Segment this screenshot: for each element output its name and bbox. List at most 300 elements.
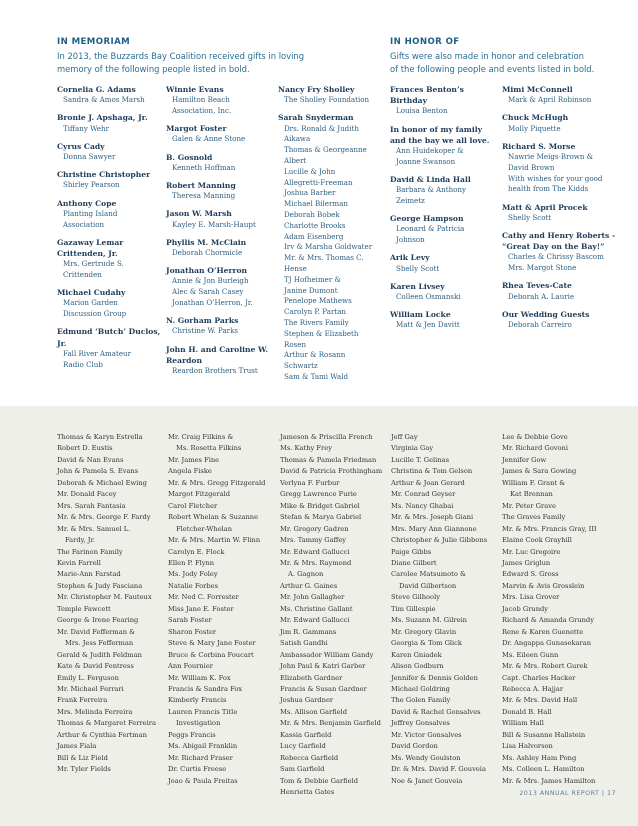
donor-name: Mrs. Margot Stone [508,263,577,273]
honoree-name: Gazaway Lemar Crittenden, Jr. [57,237,124,258]
donor-list-item: Capt. Charles Hacker [502,673,576,682]
honor-column [502,84,620,337]
tribute-entry [166,265,274,309]
donor-name: Molly Piquette [508,123,561,133]
donor-list-item: Dr. Curtis Freese [168,765,227,774]
donor-column [502,432,597,787]
donor-name: Association [63,219,105,229]
donor-list-item: Mr. Gregory Glavin [391,627,457,636]
donor-list-item: Mr. Donald Facey [57,490,117,499]
donor-list-item: Jeffrey Gonsalves [391,719,450,728]
donor-list-item: Joshua Gardner [280,696,334,705]
donor-name: Penelope Mathews [284,296,352,306]
donor-name: Alec & Sarah Casey [172,287,244,297]
donor-list-item: Mr. Richard Govoni [502,444,568,453]
honoree-name: B. Gosnold [166,152,213,162]
tribute-entry [57,287,162,320]
memoriam-column [166,84,274,383]
memoriam-intro-line: In 2013, the Buzzards Bay Coalition received gifts in loving [57,51,305,61]
honoree-name: Bronie J. Apshaga, Jr. [57,113,148,123]
donor-name: Planting Island [63,208,118,218]
honoree-name: Chuck McHugh [502,113,569,123]
donor-name: Sandra & Amos Marsh [63,95,145,105]
donor-name: Joanne Swanson [396,156,456,166]
donor-name: Association, Inc. [172,106,232,115]
donor-name: Charlotte Brooks [284,220,346,230]
donor-list-item: Edward S. Gross [502,570,559,579]
donor-list-item: Lucille T. Gelinas [391,455,450,464]
donor-list-item: Kimberly Francis [168,696,227,705]
tribute-entry [390,281,498,303]
donor-list-item: Mr. & Mrs. James Hamilton [502,776,596,785]
donor-list-item: Mike & Bridget Gabriel [280,501,360,510]
donor-list-item: The Graves Family [502,513,566,522]
donor-list-item: Thomas & Margaret Ferreira [57,719,156,728]
honor-column [390,84,498,338]
donor-list-item: Jennifer & Dennis Golden [391,673,478,682]
tribute-entry [166,208,274,230]
tribute-entry [166,84,274,117]
honoree-name: Sarah Snyderman [278,113,354,123]
donor-list-item: John Paul & Katri Garber [280,662,366,671]
tribute-entry [166,315,274,337]
donor-list-item: Marvin & Avis Grosslein [502,581,585,590]
donor-name: Adam Eisenberg [284,231,344,241]
donor-list-item: Dr. & Mrs. David F. Gouveia [391,765,486,774]
honoree-name: Arik Levy [390,253,430,263]
donor-name: Colleen Osmanski [396,291,461,301]
donor-list-item: Fardy, Jr. [65,536,96,545]
donor-list-item: Mr. & Mrs. George F. Fardy [57,513,151,522]
donor-list-item: Ms. Kathy Frey [280,444,332,453]
tribute-entry [166,123,274,145]
donor-list-item: Mr. & Mrs. Gregg Fitzgerald [168,478,266,487]
tribute-entry [166,152,274,174]
donor-list-item: Sarah Foster [168,616,212,625]
donor-list-item: Mr. Richard Fraser [168,753,233,762]
donor-list-item: Bruce & Corbina Foucart [168,650,254,659]
donor-list-item: Mr. John Gallagher [280,593,345,602]
donor-name: Sam & Tami Wald [284,371,349,381]
tribute-entry [502,141,620,195]
donor-name: Deborah Carreiro [508,319,572,329]
donor-name: Louisa Benton [396,106,448,116]
donor-name: Kayley E. Marsh-Haupt [172,219,256,229]
tribute-entry [390,124,498,168]
donor-list-item: Elaine Cook Grayhill [502,536,572,545]
honoree-name: Richard S. Morse [502,141,576,151]
donor-list-item: Sam Garfield [280,765,325,774]
tribute-entry [390,213,498,246]
tribute-entry [278,84,383,106]
tribute-entry [502,309,620,331]
honoree-name: Margot Foster [166,124,227,134]
donor-list-item: Mrs. Sarah Fantasia [57,501,126,510]
donor-list-item: David Gordon [391,742,438,751]
tribute-entry [390,84,498,117]
donor-list-item: Verlyna F. Furbur [280,478,340,487]
donor-list-item: Mr. David Fefferman & [57,627,136,636]
donor-name: Thomas & Georgeanne [284,145,367,155]
donor-column [391,432,487,787]
donor-name: With wishes for your good [508,173,603,183]
donor-list-item: Jeff Gay [391,433,418,441]
honoree-name: George Hampson [390,214,464,224]
honor-intro [390,50,630,75]
donor-list-item: Lee & Debbie Gove [502,433,568,441]
donor-list-item: Mr. & Mrs. Francis Gray, III [502,524,597,533]
donor-name: Annie & Jon Burleigh [172,276,249,286]
donor-list-item: Rebecca A. Hajjar [502,684,564,693]
donor-list-item: Rebecca Garfield [280,753,339,762]
donor-list-item: Ms. Abigail Franklin [168,742,238,751]
donor-list-item: David Gilbertson [399,581,457,590]
donor-list-item: Mrs. Lisa Grover [502,593,560,602]
donor-list-item: Lauren Francis Title [168,707,238,716]
donor-name: The Sholley Foundation [284,95,370,105]
donor-list-item: Stefan & Marya Gabriel [280,513,362,522]
donor-name: Discussion Group [63,309,127,319]
donor-list-item: Ann Fournier [168,662,213,671]
donor-list-item: Mr. Christopher M. Fauteux [57,593,152,602]
honoree-name: John H. and Caroline W. Reardon [166,344,268,365]
donor-list-item: Mrs. Melinda Ferreira [57,707,133,716]
tribute-entry [166,180,274,202]
honoree-name: David & Linda Hall [390,174,471,184]
donor-name: Radio Club [63,359,103,369]
honoree-name: William Locke [390,310,451,320]
donor-list-item: Arthur & Cynthia Fertman [57,730,147,739]
donor-list-item: Mr. & Mrs. Benjamin Garfield [280,719,381,728]
donor-list-item: Richard & Amanda Grundy [502,616,594,625]
donor-list-item: Georgia & Tom Glick [391,639,462,648]
donor-list-item: Mr. Craig Filkins & [168,433,234,441]
tribute-entry [57,84,162,106]
donor-name: Aikawa [284,134,311,144]
donor-list-item: Kevin Farrell [57,558,101,567]
donor-list-item: Angela Fiske [168,467,212,476]
donor-name: Mrs. Gertrude S. [63,259,124,269]
donor-list-item: Kassia Garfield [280,730,332,739]
donor-list-item: Tom & Debbie Garfield [280,776,358,785]
donor-name: Mark & April Robinson [508,95,592,105]
tribute-entry [390,174,498,207]
donor-list-item: Sharon Foster [168,627,217,636]
tribute-entry [166,237,274,259]
donor-list-item: William Hall [502,719,544,728]
donor-list-item: William F. Grant & [502,478,566,487]
donor-list-item: Frank Ferreira [57,696,108,705]
donor-name: Lucille & John [284,166,336,176]
honor-heading: IN HONOR OF [390,37,460,47]
donor-list-item: Steve & Mary Jane Foster [168,639,256,648]
donor-column [57,432,156,776]
donor-name: Johnson [396,235,425,245]
donor-list-item: Mr. Peter Grave [502,501,556,510]
donor-name: Janine Dumont [284,285,338,295]
donor-list-item: James & Sara Gowing [502,467,577,476]
donor-list-item: Karen Gniadek [391,650,442,659]
donor-name: health from The Kidds [508,184,589,194]
donor-name: Shirley Pearson [63,180,120,190]
donor-list-item: Ambassador William Gandy [280,650,374,659]
donor-list-item: Noe & Janet Gouveia [391,776,463,785]
donor-name: Crittenden [63,269,102,279]
donor-name: Deborah A. Laurie [508,291,575,301]
donor-list-item: Mr. Conrad Geyser [391,490,456,499]
donor-list-item: Jim R. Gammans [280,627,337,636]
donor-list-item: Investigation [176,719,221,728]
donor-list-item: Francis & Sandra Fox [168,684,243,693]
donor-name: Kenneth Hoffman [172,162,236,172]
donor-list-item: Ms. Eileen Gunn [502,650,559,659]
donor-list-item: Ellen P. Flynn [168,558,215,567]
tribute-entry [57,237,162,281]
honoree-name: Cyrus Cady [57,141,105,151]
honoree-name: Robert Manning [166,180,236,190]
donor-list-item: Gerald & Judith Feldman [57,650,142,659]
donor-name: Allegretti-Freeman [284,177,353,187]
donor-list-item: Emily L. Ferguson [57,673,119,682]
donor-list-item: Ms. Ashley Ham Pong [502,753,577,762]
donor-list-item: Mr. James Fine [168,455,220,464]
memoriam-heading: IN MEMORIAM [57,37,131,47]
donor-name: Joshua Barber [284,188,336,198]
honoree-name: Phyllis M. McClain [166,237,247,247]
tribute-entry [390,252,498,274]
donor-list-item: Fletcher-Whelan [176,524,233,533]
honoree-name: Christine Christopher [57,170,151,180]
tribute-entry [166,344,274,377]
donor-name: Hamilton Beach [172,95,230,105]
donor-name: Schwartz [284,361,318,371]
donor-name: Stephen & Elizabeth [284,328,359,338]
honoree-name: Edmund ‘Butch’ Duclos, Jr. [57,327,161,348]
donor-list-item: Ms. Nancy Ghabai [391,501,454,510]
donor-list-item: David & Rachel Gonsalves [391,707,481,716]
donor-list-item: Carolee Matsumoto & [391,570,466,579]
donor-list-item: Mr. & Mrs. Samuel L. [57,524,131,533]
donor-list-item: Arthur G. Gaines [280,581,338,590]
donor-list-item: Mr. & Mrs. Raymond [280,558,352,567]
tribute-entry [57,169,162,191]
memoriam-column [57,84,162,377]
donor-name: Deborah Chormicle [172,247,243,257]
donor-list-item: Kat Brennan [510,490,553,499]
tribute-entry [502,202,620,224]
donor-list-item: Diane Gilbert [391,558,437,567]
donor-list-item: Natalie Forbes [168,581,219,590]
honoree-name: Karen Livsey [390,281,445,291]
donor-name: Charles & Chrissy Bascom [508,252,604,262]
donor-list-item: Peggs Francis [168,730,216,739]
donor-list-item: Robert D. Eustis [57,444,113,453]
donor-list-item: Christopher & Julie Gibbons [391,536,488,545]
donor-list-item: Christina & Tom Gelson [391,467,473,476]
donor-name: TJ Hofheimer & [284,274,341,284]
donor-name: David Brown [508,162,555,172]
donor-name: Shelly Scott [508,212,552,222]
donor-list-item: Bill & Liz Field [57,753,108,762]
donor-list-item: Temple Fawcett [57,604,111,613]
tribute-entry [502,280,620,302]
donor-list-item: Mrs. Mary Ann Giannone [391,524,477,533]
donor-list-item: Mr. Michael Ferrari [57,684,124,693]
donor-list-item: Ms. Christine Gallant [280,604,353,613]
donor-list-item: Tim Gillespie [391,604,436,613]
tribute-entry [57,198,162,231]
donor-list-item: Lucy Garfield [280,742,326,751]
donor-list-item: Ms. Colleen L. Hamilton [502,765,585,774]
donor-list-item: Mrs. Jess Fefferman [65,639,134,648]
donor-name: Drs. Ronald & Judith [284,123,359,133]
donor-list-item: Ms. Jody Foley [168,570,218,579]
donor-name: Ann Huidekoper & [396,146,464,155]
donor-list-item: Ms. Allison Garfield [280,707,348,716]
donor-name: Mr. & Mrs. Thomas C. [284,253,364,263]
honoree-name: Cathy and Henry Roberts - “Great Day on the Bay!” [502,230,616,252]
donor-list-item: The Farinon Family [57,547,123,556]
honoree-name: Matt & April Procek [502,202,588,212]
donor-list-item: Mr. & Mrs. David Hall [502,696,578,705]
donor-name: Carolyn P. Partan [284,307,346,317]
donor-name: Albert [284,155,307,165]
honoree-name: Cornelia G. Adams [57,85,136,94]
donor-name: Fall River Amateur [63,348,132,358]
honoree-name: Mimi McConnell [502,85,573,94]
donor-column [280,432,382,799]
donor-list-item: Virginia Gay [391,444,434,453]
tribute-entry [502,112,620,134]
donor-name: Hense [284,263,307,273]
donor-list-item: A. Gagnon [288,570,324,579]
donor-list-item: Paige Gibbs [391,547,432,556]
honoree-name: Rhea Teves-Cate [502,281,572,291]
donor-list-item: Mr. Luc Gregoire [502,547,561,556]
donor-name: Tiffany Wehr [63,123,109,133]
donor-list-item: Mr. Victor Gonsalves [391,730,462,739]
tribute-section [0,0,638,406]
memoriam-column [278,84,383,389]
donor-list-item: Alison Godburn [391,662,444,671]
donor-list-item: Marie-Ann Farstad [57,570,121,579]
donor-list-item: David & Patricia Frothingham [280,467,383,476]
honoree-name: Michael Cudahy [57,288,126,298]
honoree-name: Our Wedding Guests [502,309,590,319]
donor-list-item: Carolyn E. Flock [168,547,225,556]
donor-list-item: Kate & David Fentress [57,662,134,671]
donor-list-item: Dr. Angappa Gunasekaran [502,639,592,648]
donor-list-item: John & Pamela S. Evans [57,467,139,476]
donor-list-item: James Fiala [57,742,97,751]
donor-name: Arthur & Rosann [284,350,346,360]
donor-list-item: Robert Whelan & Suzanne [168,513,259,522]
donor-name: Barbara & Anthony [396,185,467,195]
donor-name: Deborah Bobek [284,209,340,219]
tribute-entry [390,309,498,331]
tribute-entry [57,112,162,134]
donor-list-item: Mr. & Mrs. Joseph Giani [391,513,474,522]
donor-list-item: Satish Gandhi [280,639,328,648]
donor-name: Reardon Brothers Trust [172,365,258,375]
donor-list-item: Mr. William K. Fox [168,673,231,682]
donor-list-item: Michael Goldring [391,684,450,693]
donor-list-item: Lisa Halvorson [502,742,553,751]
donor-list-item: Rene & Karen Guenette [502,627,584,636]
donor-list-item: Mr. Tyler Fields [57,765,111,774]
honor-intro-line: Gifts were also made in honor and celebration [390,51,584,61]
donor-list-item: Mr. Ned C. Forrester [168,593,239,602]
honoree-name: Nancy Fry Sholley [278,85,355,94]
donor-list-item: Thomas & Karyn Estrella [57,433,143,441]
donor-list-item: David & Nan Evans [57,455,124,464]
tribute-entry [57,141,162,163]
donor-list-item: Mrs. Tammy Gaffey [280,536,347,545]
donor-name: Jonathan O’Herron, Jr. [172,297,253,307]
honoree-name: Winnie Evans [166,85,224,94]
donor-name: Theresa Manning [172,191,236,201]
tribute-entry [502,84,620,106]
donor-name: Shelly Scott [396,263,440,273]
page-footer: 2013 ANNUAL REPORT | 17 [519,790,616,797]
donor-list-item: Carol Fletcher [168,501,218,510]
honoree-name: Jason W. Marsh [166,209,232,219]
donor-list-item: Henrietta Gates [280,788,335,797]
donor-name: Matt & Jen Davitt [396,320,460,330]
donor-list-item: George & Irene Fearing [57,616,139,625]
donor-list-item: Mr. Gregory Gadren [280,524,349,533]
donor-list-item: Mr. & Mrs. Robert Gurek [502,662,588,671]
donor-list-item: Deborah & Michael Ewing [57,478,147,487]
donor-list-item: Arthur & Joan Gerard [391,478,465,487]
donor-list-item: Bill & Susanne Hallstein [502,730,586,739]
donor-list-item: Francis & Susan Gardner [280,684,367,693]
donor-name: Donna Sawyer [63,151,116,161]
donor-column [168,432,265,787]
donor-name: Galen & Anne Stone [172,134,246,144]
donor-list-item: Mr. Edward Gallucci [280,616,350,625]
donor-list-item: Miss Jane E. Foster [168,604,234,613]
memoriam-intro-line: memory of the following people listed in bold. [57,63,250,74]
honoree-name: Anthony Cope [57,198,117,208]
donor-list-item: Ms. Rosetta Filkins [176,444,242,453]
donor-list-item: Ms. Suzann M. Gilrein [391,616,467,625]
memoriam-intro [57,50,327,75]
donor-list-item: James Griglun [502,558,551,567]
donor-list-item: Mr. Edward Gallucci [280,547,350,556]
donor-name: Zeimetz [396,195,425,205]
honoree-name: N. Gorham Parks [166,316,239,326]
honoree-name: Frances Benton’s Birthday [390,85,464,106]
donor-list-item: Margot Fitzgerald [168,490,230,499]
honor-intro-line: of the following people and events listed in bold. [390,63,595,74]
donor-name: Nawrie Meigs-Brown & [508,151,594,161]
donor-list-item: Donald B. Hall [502,707,552,716]
honoree-name: In honor of my family and the bay we all love. [390,124,490,145]
donor-list-item: Stephen & Judy Fasciana [57,581,143,590]
donor-name: Marion Garden [63,298,118,308]
donor-list-item: The Golen Family [391,696,451,705]
donor-name: Christine W. Parks [172,326,239,336]
donor-list-item: Steve Gilhooly [391,593,440,602]
donor-list-item: Gregg Lawrence Furie [280,490,357,499]
tribute-entry [502,230,620,274]
donor-name: Rosen [284,339,307,349]
donor-list-item: Jennifer Gow [502,455,547,464]
donor-list-item: Jacob Grundy [502,604,549,613]
honoree-name: Jonathan O’Herron [166,266,248,276]
donor-name: Leonard & Patricia [396,224,465,234]
